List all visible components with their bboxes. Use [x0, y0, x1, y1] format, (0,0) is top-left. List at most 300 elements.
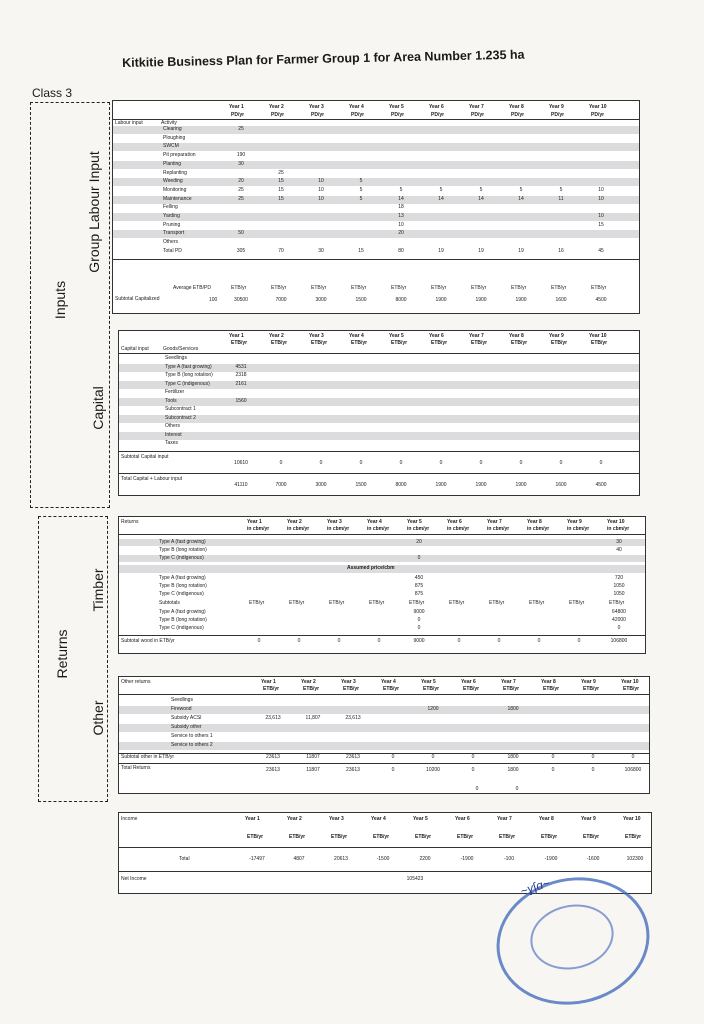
year-header: Year 7 [501, 679, 516, 685]
divider [119, 871, 651, 872]
price-label: Assumed price/cbm [347, 565, 395, 571]
year-header: Year 6 [461, 679, 476, 685]
total-capital: 1900 [435, 482, 447, 488]
labour-value: 25 [238, 186, 244, 193]
total-returns: 23613 [266, 767, 280, 773]
unit-header: ETB/yr [391, 340, 408, 346]
other-row [119, 706, 649, 714]
timber-type: Type C (indigenous) [159, 555, 204, 561]
labour-value: 16 [558, 247, 564, 254]
capital-value: 2161 [235, 380, 247, 387]
firewood-value: 1200 [427, 706, 439, 712]
other-label: Other [90, 700, 106, 736]
unit-header: ETB/yr [591, 340, 608, 346]
wood-value: 0 [537, 638, 541, 644]
capital-item: Fertilizer [165, 389, 185, 395]
unit-header: ETB/yr [431, 340, 448, 346]
year-header: Year 1 [245, 816, 260, 822]
etb-unit: ETB/yr [391, 285, 407, 291]
wood-value: 0 [257, 638, 261, 644]
unit-header: ETB/yr [271, 340, 288, 346]
year-header: Year 1 [229, 333, 244, 339]
year-header: Year 10 [621, 679, 639, 685]
subsidy-value: 23,613 [345, 715, 361, 721]
labour-value: 10 [318, 178, 324, 185]
subtotal-value: 0 [617, 625, 621, 631]
capital-subtotal: 0 [519, 460, 523, 466]
wood-value: 9000 [413, 638, 425, 644]
activity-row [113, 204, 639, 212]
activity-row [113, 239, 639, 247]
timber-volume: 40 [616, 547, 622, 553]
other-item: Subsidy ACSI [171, 715, 202, 721]
year-header: Year 6 [429, 104, 444, 110]
labour-value: 5 [399, 186, 403, 193]
income-total: -1600 [586, 856, 600, 862]
labour-value: 20 [238, 178, 244, 185]
labour-value: 15 [278, 178, 284, 185]
labour-value: 25 [238, 195, 244, 202]
timber-type: Type A (fast growing) [159, 609, 206, 615]
labour-value: 20 [398, 230, 404, 237]
other-item: Service to others 1 [171, 733, 213, 739]
unit-header: ETB/yr [373, 834, 390, 840]
activity-row [113, 126, 639, 134]
wood-value: 0 [337, 638, 341, 644]
labour-value: 10 [398, 221, 404, 228]
unit-header: ETB/yr [625, 834, 642, 840]
subtotal-other: 0 [431, 754, 435, 760]
other-item: Subsidy other [171, 724, 202, 730]
other-returns-heading: Other returns [121, 679, 151, 685]
divider [119, 763, 649, 764]
other-item: Seedlings [171, 697, 193, 703]
etb-unit: ETB/yr [249, 600, 265, 606]
class-label: Class 3 [32, 86, 73, 100]
income-total: -1900 [544, 856, 558, 862]
capital-row [119, 440, 639, 448]
inputs-label: Inputs [52, 280, 68, 320]
unit-header: PD/yr [591, 112, 605, 118]
total-capital: 1500 [355, 482, 367, 488]
labour-value: 14 [438, 195, 444, 202]
timber-volume: 0 [417, 555, 421, 561]
labour-value: 5 [479, 186, 483, 193]
labour-value: 305 [236, 247, 246, 254]
capital-subtotal-label: Subtotal Capital input [121, 454, 169, 460]
total-capital: 41110 [234, 482, 248, 488]
price-value: 1050 [613, 583, 625, 589]
subtotal-value: 9000 [413, 609, 425, 615]
subtotals-label: Subtotals [159, 600, 180, 606]
total-capital: 1900 [475, 482, 487, 488]
unit-header: ETB/yr [263, 686, 280, 692]
year-header: Year 5 [413, 816, 428, 822]
timber-volume: 30 [616, 539, 622, 545]
labour-value: 25 [238, 126, 244, 132]
year-header: Year 7 [469, 333, 484, 339]
subtotal-wood-label: Subtotal wood in ETB/yr [121, 638, 175, 644]
capital-value: 1560 [235, 397, 247, 404]
activity-label: Others [163, 239, 179, 246]
wood-value: 0 [377, 638, 381, 644]
labour-value: 10 [598, 186, 604, 193]
unit-header: ETB/yr [583, 834, 600, 840]
activity-row [113, 170, 639, 178]
subtotal-other: 0 [391, 754, 395, 760]
total-returns: 11807 [306, 767, 320, 773]
timber-type: Type A (fast growing) [159, 575, 206, 581]
capital-item: Taxes [165, 440, 179, 446]
average-label: Average ETB/PD [173, 285, 211, 291]
capital-item: Type B (long rotation) [165, 372, 213, 378]
year-header: Year 10 [589, 104, 607, 110]
signature: ~ɣ∫ɑ~ [518, 875, 552, 899]
total-returns: 0 [591, 767, 595, 773]
total-capital: 1600 [555, 482, 567, 488]
timber-label: Timber [90, 568, 106, 612]
activity-label: Ploughing [163, 134, 186, 141]
year-header: Year 7 [487, 519, 502, 525]
unit-header: ETB/yr [247, 834, 264, 840]
unit-header: ETB/yr [351, 340, 368, 346]
etb-unit: ETB/yr [591, 285, 607, 291]
unit-header: PD/yr [391, 112, 405, 118]
capital-row [119, 415, 639, 423]
capital-item: Type A (fast growing) [165, 363, 212, 370]
year-header: Year 6 [455, 816, 470, 822]
year-header: Year 2 [269, 333, 284, 339]
divider [119, 353, 639, 354]
activity-label: Pit preparation [163, 152, 196, 159]
activity-row [113, 213, 639, 221]
divider [119, 694, 649, 695]
labour-value: 19 [478, 247, 484, 254]
activity-label: Weeding [163, 178, 183, 185]
subtotal-other: 0 [631, 754, 635, 760]
price-value: 875 [414, 591, 424, 597]
year-header: Year 2 [269, 104, 284, 110]
subtotal-value: 4500 [595, 297, 607, 303]
subtotal-other: 0 [551, 754, 555, 760]
etb-unit: ETB/yr [329, 600, 345, 606]
year-header: Year 3 [309, 333, 324, 339]
labour-value: 19 [438, 247, 444, 254]
unit-header: ETB/yr [583, 686, 600, 692]
labour-value: 19 [518, 247, 524, 254]
subtotal-other-label: Subtotal other in ETB/yr [121, 754, 175, 760]
timber-type: Type B (long rotation) [159, 617, 207, 623]
total-capital: 8000 [395, 482, 407, 488]
labour-value: 5 [439, 186, 443, 193]
labour-value: 30 [318, 247, 324, 254]
unit-header: in cbm/yr [567, 526, 590, 532]
unit-header: in cbm/yr [527, 526, 550, 532]
activity-row [113, 230, 639, 238]
capital-value: 4531 [235, 363, 247, 370]
unit-header: in cbm/yr [287, 526, 310, 532]
labour-value: 5 [519, 186, 523, 193]
other-item: Firewood [171, 706, 192, 712]
subtotal-value: 42000 [612, 617, 626, 623]
timber-type: Type C (indigenous) [159, 591, 204, 597]
subtotal-other: 1800 [507, 754, 519, 760]
etb-unit: ETB/yr [271, 285, 287, 291]
year-header: Year 4 [371, 816, 386, 822]
subtotal-value: 1900 [435, 297, 447, 303]
labour-value: 190 [236, 152, 246, 159]
unit-header: in cbm/yr [447, 526, 470, 532]
unit-header: PD/yr [431, 112, 445, 118]
year-header: Year 9 [567, 519, 582, 525]
timber-table [118, 516, 646, 654]
subtotal-value: 8000 [395, 297, 407, 303]
activity-label: Clearing [163, 126, 182, 132]
total-capital: 7000 [275, 482, 287, 488]
capital-subtotal: 0 [279, 460, 283, 466]
total-returns: 0 [471, 767, 475, 773]
year-header: Year 1 [261, 679, 276, 685]
activity-label: Pruning [163, 221, 181, 228]
wood-value: 0 [577, 638, 581, 644]
activity-label: Transport [163, 230, 185, 237]
unit-header: ETB/yr [331, 834, 348, 840]
below-value: 0 [475, 786, 479, 792]
etb-unit: ETB/yr [511, 285, 527, 291]
year-header: Year 1 [229, 104, 244, 110]
unit-header: PD/yr [511, 112, 525, 118]
year-header: Year 4 [349, 333, 364, 339]
capital-subtotal: 0 [599, 460, 603, 466]
unit-header: ETB/yr [231, 340, 248, 346]
divider [113, 259, 639, 260]
total-returns-label: Total Returns [121, 765, 151, 771]
labour-value: 30 [238, 160, 244, 167]
year-header: Year 6 [429, 333, 444, 339]
total-capital: 1900 [515, 482, 527, 488]
year-header: Year 4 [381, 679, 396, 685]
unit-header: ETB/yr [289, 834, 306, 840]
unit-header: in cbm/yr [607, 526, 630, 532]
total-returns: 10200 [426, 767, 440, 773]
capital-subtotal: 10610 [234, 460, 248, 466]
subtotal-other: 23613 [346, 754, 360, 760]
year-header: Year 3 [341, 679, 356, 685]
etb-unit: ETB/yr [409, 600, 425, 606]
year-header: Year 5 [407, 519, 422, 525]
year-header: Year 6 [447, 519, 462, 525]
unit-header: in cbm/yr [367, 526, 390, 532]
unit-header: PD/yr [551, 112, 565, 118]
capital-row [119, 398, 639, 406]
capital-table [118, 330, 640, 496]
wood-value: 0 [497, 638, 501, 644]
subtotal-value: 1900 [515, 297, 527, 303]
labour-value: 11 [558, 195, 564, 202]
year-header: Year 9 [549, 333, 564, 339]
year-header: Year 7 [497, 816, 512, 822]
activity-row [113, 161, 639, 169]
activity-row [113, 178, 639, 186]
labour-value: 5 [359, 178, 363, 185]
year-header: Year 7 [469, 104, 484, 110]
unit-header: PD/yr [311, 112, 325, 118]
total-returns: 23613 [346, 767, 360, 773]
etb-unit: ETB/yr [551, 285, 567, 291]
year-header: Year 5 [389, 104, 404, 110]
labour-value: 5 [359, 195, 363, 202]
divider [113, 119, 639, 120]
labour-value: 80 [398, 247, 404, 254]
unit-header: in cbm/yr [327, 526, 350, 532]
subtotal-value: 0 [417, 625, 421, 631]
capital-row [119, 355, 639, 363]
year-header: Year 8 [509, 333, 524, 339]
returns-frame [38, 516, 108, 802]
divider [119, 473, 639, 474]
etb-unit: ETB/yr [351, 285, 367, 291]
capital-value: 2318 [235, 372, 247, 378]
year-header: Year 9 [581, 679, 596, 685]
unit-header: ETB/yr [511, 340, 528, 346]
unit-header: ETB/yr [415, 834, 432, 840]
capital-row [119, 432, 639, 440]
labour-value: 70 [278, 247, 284, 254]
labour-value: 5 [559, 186, 563, 193]
divider [119, 753, 649, 754]
returns-heading: Returns [121, 519, 139, 525]
capital-row [119, 423, 639, 431]
activity-heading: Activity [161, 120, 177, 126]
divider [119, 847, 651, 848]
price-value: 1050 [613, 591, 625, 597]
unit-header: ETB/yr [499, 834, 516, 840]
year-header: Year 5 [389, 333, 404, 339]
etb-unit: ETB/yr [449, 600, 465, 606]
divider [119, 451, 639, 452]
average-value: 100 [209, 297, 218, 303]
year-header: Year 10 [589, 333, 607, 339]
subtotal-other: 11807 [306, 754, 320, 760]
labour-value: 14 [398, 195, 404, 202]
price-value: 720 [614, 575, 624, 581]
capital-item: Type C (indigenous) [165, 380, 210, 387]
subtotal-other: 23613 [266, 754, 280, 760]
unit-header: ETB/yr [471, 340, 488, 346]
year-header: Year 2 [287, 816, 302, 822]
capital-item: Subcontract 2 [165, 414, 196, 421]
subsidy-value: 23,613 [265, 715, 281, 721]
total-returns: 1800 [507, 767, 519, 773]
capital-subtotal: 0 [399, 460, 403, 466]
wood-value: 0 [457, 638, 461, 644]
capital-item: Interest [165, 431, 182, 438]
below-value: 0 [515, 786, 519, 792]
unit-header: PD/yr [351, 112, 365, 118]
income-total: 102300 [626, 856, 644, 862]
etb-unit: ETB/yr [311, 285, 327, 291]
unit-header: PD/yr [231, 112, 245, 118]
capital-row [119, 389, 639, 397]
capital-subtotal: 0 [479, 460, 483, 466]
price-value: 875 [414, 583, 424, 589]
labour-value: 15 [358, 247, 364, 254]
capital-subtotal: 0 [319, 460, 323, 466]
activity-label: Replanting [163, 169, 187, 176]
income-total: -1500 [376, 856, 390, 862]
income-heading: Income [121, 816, 138, 822]
capital-item: Subcontract 1 [165, 406, 196, 412]
year-header: Year 5 [421, 679, 436, 685]
subtotal-value: 1900 [475, 297, 487, 303]
wood-value: 106800 [610, 638, 628, 644]
total-returns: 0 [391, 767, 395, 773]
unit-header: ETB/yr [503, 686, 520, 692]
labour-value: 10 [318, 186, 324, 193]
etb-unit: ETB/yr [489, 600, 505, 606]
subsidy-value: 11,807 [305, 715, 321, 721]
divider [119, 534, 645, 535]
net-income-label: Net Income [121, 876, 147, 882]
unit-header: ETB/yr [463, 686, 480, 692]
subtotal-value: 1600 [555, 297, 567, 303]
labour-value: 45 [598, 247, 604, 254]
group-labour-label: Group Labour Input [86, 151, 102, 273]
timber-type: Type C (indigenous) [159, 625, 204, 631]
unit-header: in cbm/yr [487, 526, 510, 532]
labour-value: 18 [398, 204, 404, 211]
other-row [119, 697, 649, 705]
total-capital: 4500 [595, 482, 607, 488]
labour-value: 5 [359, 186, 363, 193]
unit-header: ETB/yr [423, 686, 440, 692]
labour-value: 50 [238, 230, 244, 237]
labour-value: 14 [478, 195, 484, 202]
unit-header: PD/yr [271, 112, 285, 118]
total-returns: 0 [551, 767, 555, 773]
unit-header: ETB/yr [303, 686, 320, 692]
total-capital: 3000 [315, 482, 327, 488]
etb-unit: ETB/yr [471, 285, 487, 291]
labour-table [112, 100, 640, 314]
capital-subtotal: 0 [359, 460, 363, 466]
income-total: 20613 [334, 856, 348, 862]
labour-value: 14 [518, 195, 524, 202]
capital-item: Seedlings [165, 355, 187, 361]
unit-header: PD/yr [471, 112, 485, 118]
activity-row [113, 143, 639, 151]
labour-value: 10 [318, 195, 324, 202]
capital-row [119, 406, 639, 414]
firewood-value: 1800 [507, 706, 519, 712]
capital-input-heading: Capital input [121, 346, 149, 352]
labour-value: 15 [598, 221, 604, 228]
labour-value: 25 [278, 169, 284, 176]
labour-value: 10 [598, 213, 604, 219]
unit-header: in cbm/yr [407, 526, 430, 532]
etb-unit: ETB/yr [569, 600, 585, 606]
unit-header: ETB/yr [623, 686, 640, 692]
unit-header: ETB/yr [311, 340, 328, 346]
year-header: Year 1 [247, 519, 262, 525]
year-header: Year 8 [509, 104, 524, 110]
unit-header: ETB/yr [383, 686, 400, 692]
year-header: Year 3 [327, 519, 342, 525]
labour-value: 10 [598, 195, 604, 202]
year-header: Year 9 [581, 816, 596, 822]
income-total-label: Total [179, 856, 190, 862]
total-returns: 106800 [624, 767, 642, 773]
